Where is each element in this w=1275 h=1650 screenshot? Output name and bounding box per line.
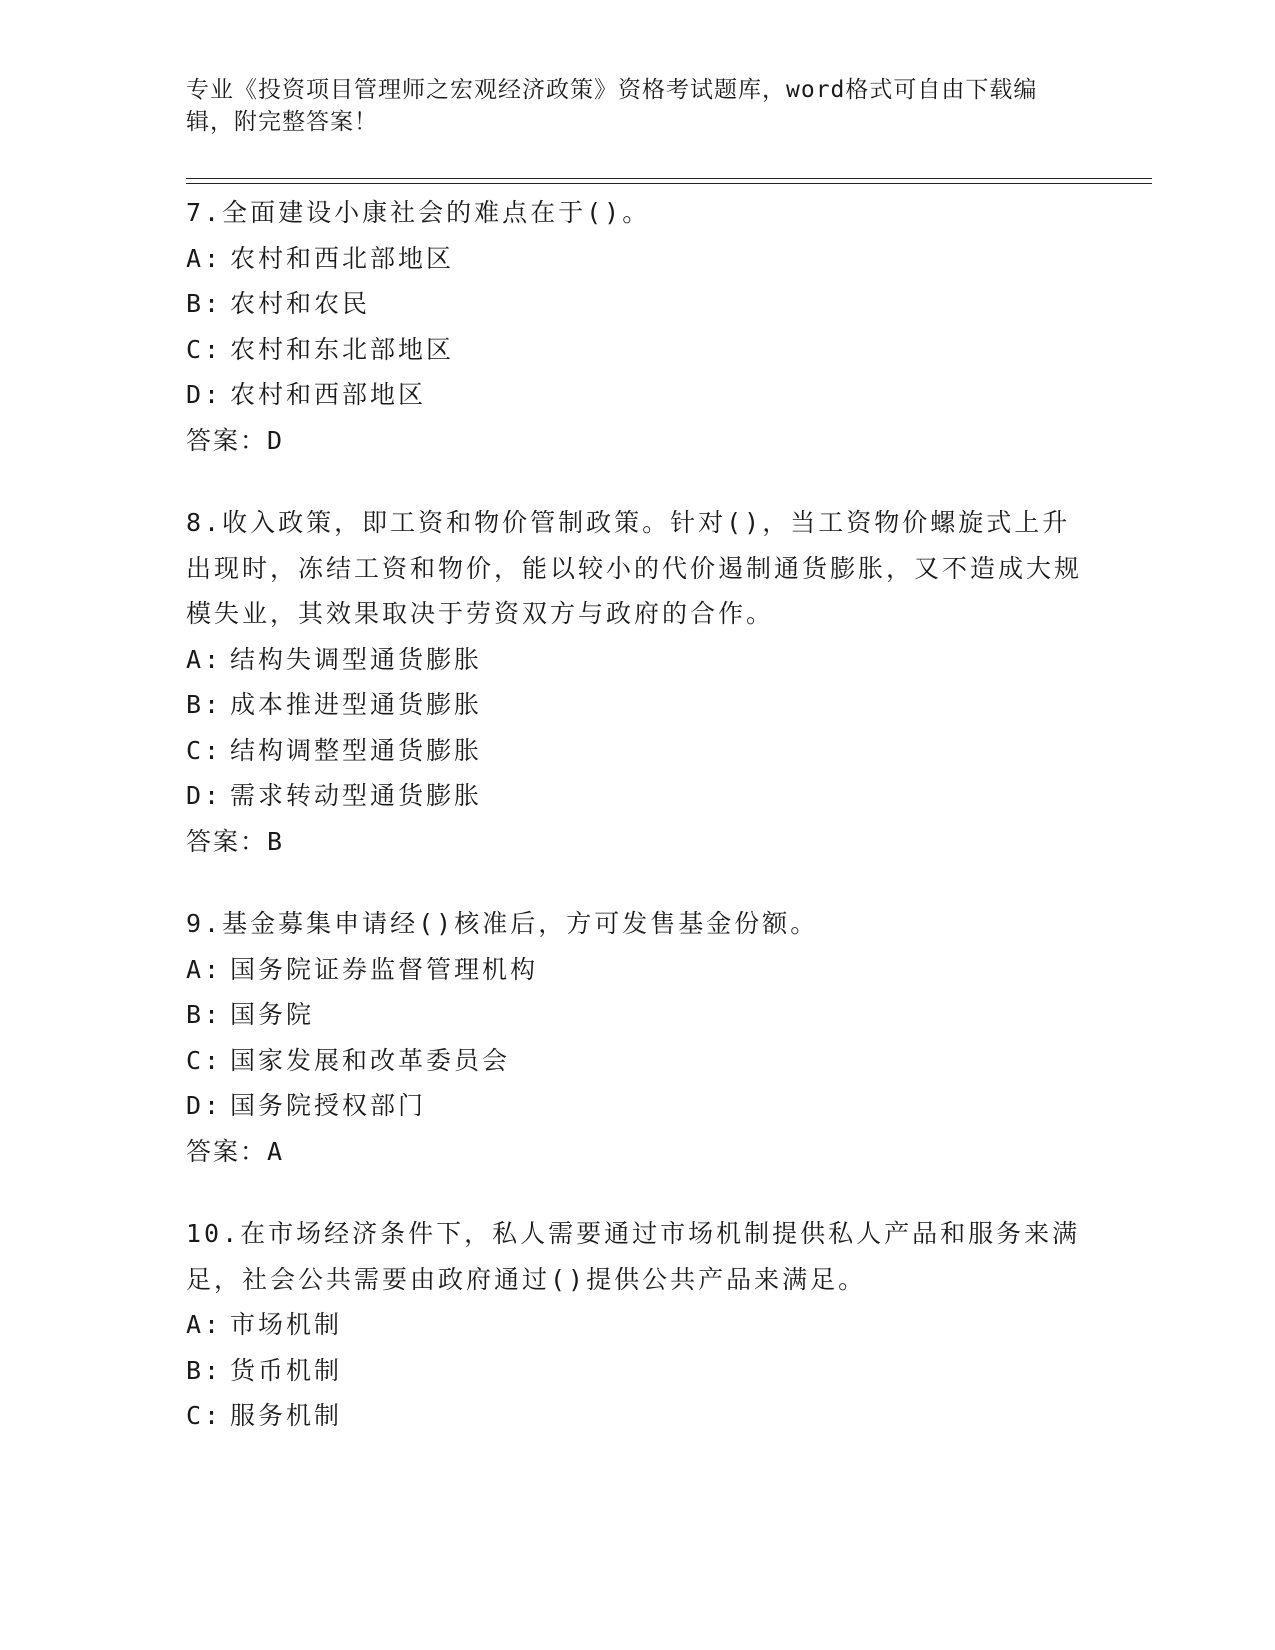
- option-label: D:: [186, 1091, 223, 1120]
- option-label: A:: [186, 954, 223, 984]
- option-text: 结构失调型通货膨胀: [230, 644, 483, 674]
- question-stem: 10.在市场经济条件下，私人需要通过市场机制提供私人产品和服务来满足，社会公共需要由政府通过()提供公共产品来满足。: [186, 1219, 1081, 1294]
- option-text: 国家发展和改革委员会: [230, 1045, 511, 1075]
- option-d: [186, 773, 1086, 819]
- option-text: 农村和西部地区: [230, 380, 427, 409]
- question-10: [186, 1211, 1086, 1439]
- option-text: 国务院授权部门: [230, 1091, 427, 1120]
- option-text: 成本推进型通货膨胀: [230, 690, 483, 719]
- option-d: [186, 1083, 1086, 1129]
- option-b: [186, 992, 1086, 1038]
- option-b: [186, 281, 1086, 327]
- option-text: 需求转动型通货膨胀: [230, 781, 483, 810]
- option-label: D:: [186, 380, 223, 409]
- option-label: B:: [186, 1000, 223, 1029]
- answer-line: 答案：A: [186, 1136, 285, 1166]
- option-label: B:: [186, 289, 223, 318]
- option-label: C:: [186, 1401, 223, 1430]
- answer-line: 答案：B: [186, 826, 285, 856]
- option-label: B:: [186, 690, 223, 719]
- option-text: 国务院: [230, 1000, 315, 1029]
- option-c: [186, 728, 1086, 774]
- option-text: 农村和东北部地区: [230, 334, 455, 364]
- document-header: 专业《投资项目管理师之宏观经济政策》资格考试题库，word格式可自由下载编辑，附完整答案！: [186, 77, 1038, 135]
- option-label: C:: [186, 735, 223, 765]
- option-label: A:: [186, 644, 223, 674]
- answer-line: 答案：D: [186, 425, 285, 455]
- option-text: 服务机制: [230, 1401, 343, 1430]
- option-b: [186, 1348, 1086, 1394]
- option-label: A:: [186, 243, 223, 273]
- option-text: 农村和西北部地区: [230, 243, 455, 273]
- option-label: C:: [186, 1045, 223, 1075]
- question-stem: 8.收入政策，即工资和物价管制政策。针对()，当工资物价螺旋式上升出现时，冻结工资和物价，能以较小的代价遏制通货膨胀，又不造成大规模失业，其效果取决于劳资双方与政府的合作。: [186, 508, 1083, 628]
- option-label: A:: [186, 1310, 223, 1339]
- option-c: [186, 327, 1086, 373]
- option-text: 农村和农民: [230, 289, 371, 318]
- option-c: [186, 1393, 1086, 1439]
- header-divider-line-secondary: [186, 183, 1152, 184]
- option-c: [186, 1038, 1086, 1084]
- option-label: D:: [186, 781, 223, 810]
- question-stem: 9.基金募集申请经()核准后，方可发售基金份额。: [186, 909, 819, 938]
- option-b: [186, 682, 1086, 728]
- header-divider-line: [186, 178, 1152, 179]
- option-text: 国务院证券监督管理机构: [230, 954, 539, 984]
- option-a: [186, 1302, 1086, 1348]
- option-a: [186, 947, 1086, 993]
- option-a: [186, 637, 1086, 683]
- question-list: [186, 190, 1086, 1476]
- option-text: 市场机制: [230, 1310, 343, 1339]
- option-text: 结构调整型通货膨胀: [230, 735, 483, 765]
- option-text: 货币机制: [230, 1355, 343, 1385]
- option-d: [186, 372, 1086, 418]
- option-a: [186, 236, 1086, 282]
- question-8: [186, 500, 1086, 864]
- question-stem: 7.全面建设小康社会的难点在于()。: [186, 198, 651, 227]
- question-7: [186, 190, 1086, 463]
- option-label: C:: [186, 334, 223, 364]
- question-9: [186, 901, 1086, 1174]
- option-label: B:: [186, 1355, 223, 1385]
